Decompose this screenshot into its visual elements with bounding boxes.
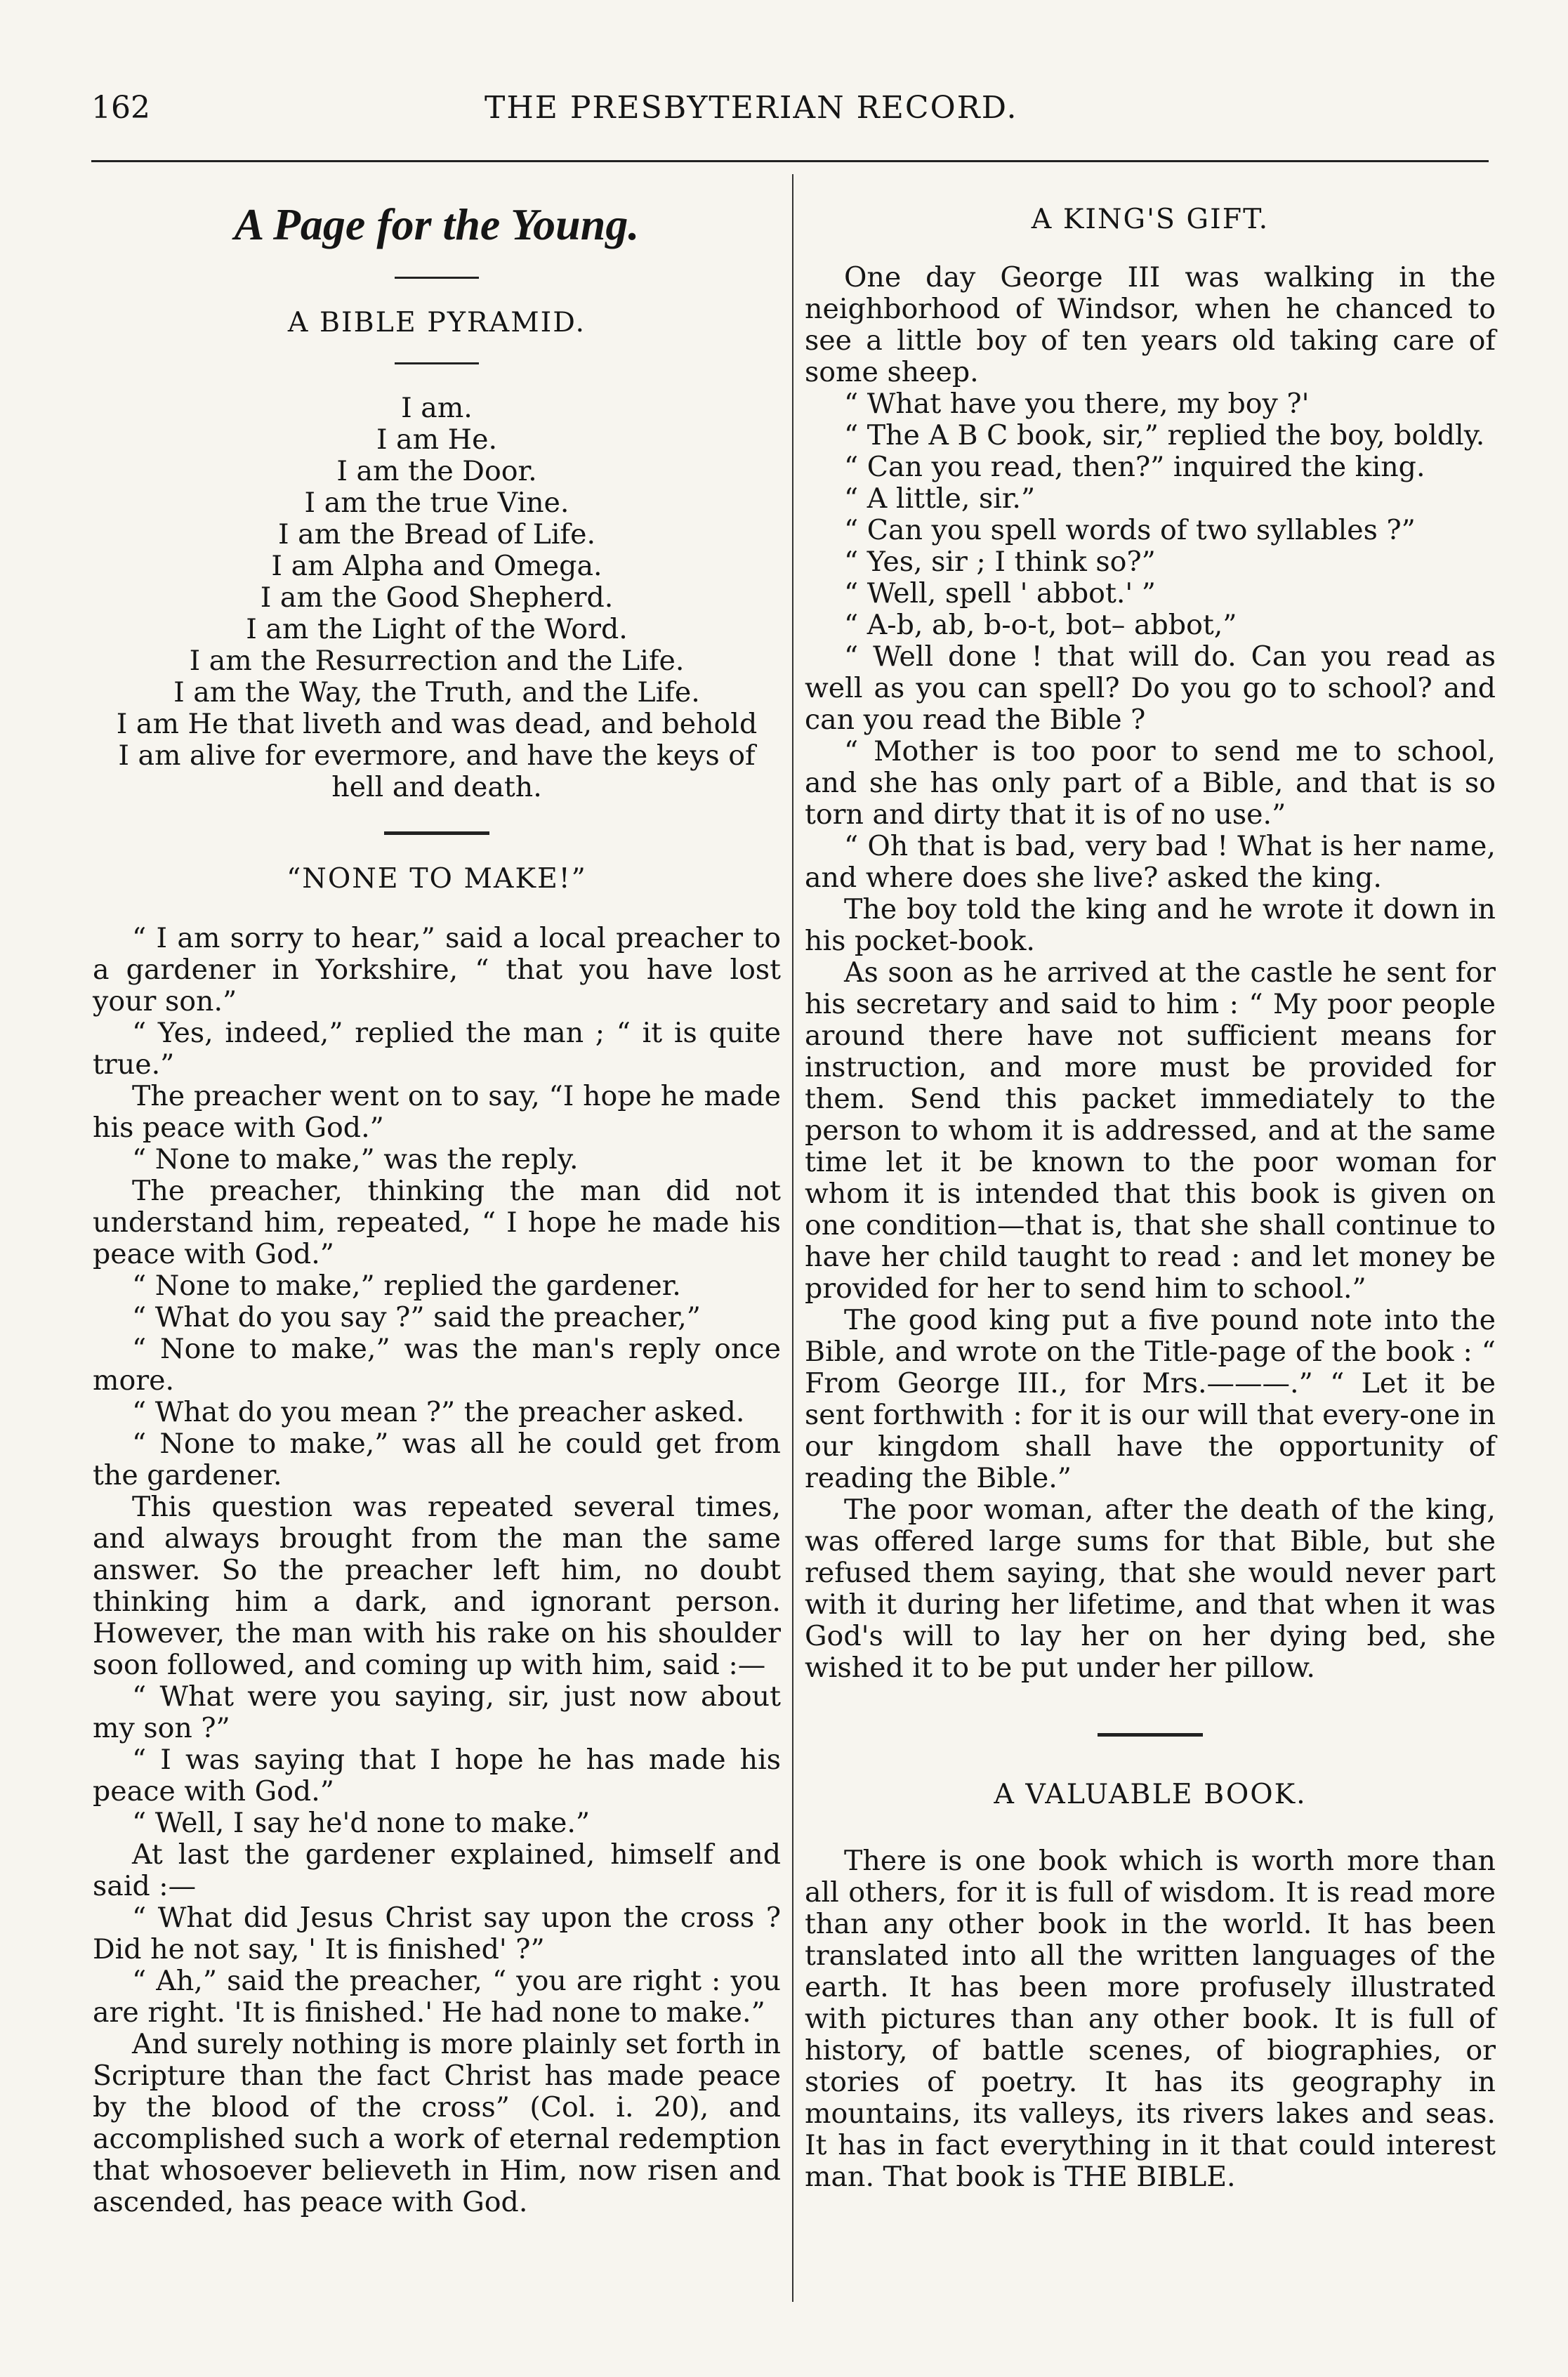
pyramid-line: I am alive for evermore, and have the keys of <box>118 739 756 772</box>
pyramid-title: A BIBLE PYRAMID. <box>287 306 586 338</box>
paragraph: “ Ah,” said the preacher, “ you are right : you are right. 'It is finished.' He had none to make.” <box>93 1965 781 2029</box>
pyramid-text <box>93 393 781 803</box>
paragraph: As soon as he arrived at the castle he sent for his secretary and said to him : “ My poor people around there have not sufficient means for instruction, and more must be provided for them. Send this packet immediately to the person to whom it is addressed, and at the same time let it be known to the poor woman for whom it is intended that this book is given on one condition—that is, that she shall continue to have her child taught to read : and let money be provided for her to send him to school.” <box>805 956 1496 1305</box>
pyramid-line: I am the Light of the Word. <box>246 613 628 645</box>
pyramid-line: I am He that liveth and was dead, and behold <box>116 708 758 740</box>
pyramid-line: I am. <box>401 392 473 424</box>
paragraph: “ None to make,” was all he could get from the gardener. <box>93 1428 781 1492</box>
paragraph: “ None to make,” was the man's reply once more. <box>93 1333 781 1397</box>
paragraph: “ A little, sir.” <box>844 482 1036 515</box>
pyramid-line: I am the true Vine. <box>304 487 569 519</box>
paragraph: “ None to make,” was the reply. <box>132 1143 579 1176</box>
paragraph: “ I was saying that I hope he has made his peace with God.” <box>93 1744 781 1808</box>
running-title: THE PRESBYTERIAN RECORD. <box>485 90 1018 126</box>
pyramid-line: I am the Way, the Truth, and the Life. <box>173 676 700 709</box>
paragraph: “ What have you there, my boy ?' <box>844 388 1310 420</box>
valuable-book-title: A VALUABLE BOOK. <box>994 1778 1307 1810</box>
paragraph: “ Can you spell words of two syllables ?” <box>844 514 1416 546</box>
paragraph: “ I am sorry to hear,” said a local preacher to a gardener in Yorkshire, “ that you have lost your son.” <box>93 922 781 1018</box>
paragraph: The poor woman, after the death of the king, was offered large sums for that Bible, but she refused them saying, that she would never part with it during her lifetime, and that when it was God's will to lay her on her dying bed, she wished it to be put under her pillow. <box>805 1494 1496 1684</box>
paragraph: “ Can you read, then?” inquired the king. <box>844 451 1425 483</box>
paragraph: The good king put a five pound note into the Bible, and wrote on the Title-page of the book : “ From George III., for Mrs.———.” “ Let it be sent forthwith : for it is our will that every-one in our kingdom shall have the opportunity of reading the Bible.” <box>805 1304 1496 1494</box>
section-rule <box>384 831 489 835</box>
paragraph: And surely nothing is more plainly set forth in Scripture than the fact Christ has made peace by the blood of the cross” (Col. i. 20), and accomplished such a work of eternal redemption that whosoever believeth in Him, now risen and ascended, has peace with God. <box>93 2028 781 2218</box>
pyramid-line: I am the Resurrection and the Life. <box>189 645 685 677</box>
pyramid-line: hell and death. <box>331 771 542 803</box>
paragraph: “ Yes, sir ; I think so?” <box>844 546 1156 578</box>
column-title: A Page for the Young. <box>234 199 640 249</box>
paragraph: “ Yes, indeed,” replied the man ; “ it is quite true.” <box>93 1017 781 1081</box>
paragraph: This question was repeated several times, and always brought from the man the same answer. So the preacher left him, no doubt thinking him a dark, and ignorant person. However, the man with his rake on his shoulder soon followed, and coming up with him, said :— <box>93 1491 781 1681</box>
pyramid-line: I am Alpha and Omega. <box>271 550 602 582</box>
valuable-book-paragraph: There is one book which is worth more than all others, for it is full of wisdom. It is read more than any other book in the world. It has been translated into all the written languages of the earth. It has been more profusely illustrated with pictures than any other book. It is full of history, of battle scenes, of biographies, or stories of poetry. It has its geography in mountains, its valleys, its rivers lakes and seas. It has in fact everything in it that could interest man. That book is THE BIBLE. <box>805 1845 1496 2193</box>
paragraph: The preacher went on to say, “I hope he made his peace with God.” <box>93 1080 781 1144</box>
paragraph: “ Well, I say he'd none to make.” <box>132 1807 591 1839</box>
column-divider <box>792 174 793 2302</box>
paragraph: “ Oh that is bad, very bad ! What is her name, and where does she live? asked the king. <box>805 830 1496 894</box>
paragraph: “ The A B C book, sir,” replied the boy, boldly. <box>844 419 1485 452</box>
pyramid-line: I am the Bread of Life. <box>277 518 595 551</box>
none-to-make-title: “NONE TO MAKE!” <box>286 862 587 895</box>
none-to-make-story <box>93 923 781 2218</box>
pyramid-line: I am the Good Shepherd. <box>260 581 614 614</box>
pyramid-line: I am He. <box>376 423 498 456</box>
paragraph: “ What were you saying, sir, just now about my son ?” <box>93 1680 781 1744</box>
paragraph: “ Mother is too poor to send me to school, and she has only part of a Bible, and that is so torn and dirty that it is of no use.” <box>805 735 1496 831</box>
page-header <box>91 90 1489 139</box>
paragraph: “ Well, spell ' abbot.' ” <box>844 577 1156 610</box>
pyramid-line: I am the Door. <box>336 455 537 487</box>
paragraph: “ What do you say ?” said the preacher,” <box>132 1301 701 1334</box>
paragraph: “ What do you mean ?” the preacher asked. <box>132 1396 745 1428</box>
paragraph: The preacher, thinking the man did not understand him, repeated, “ I hope he made his peace with God.” <box>93 1175 781 1270</box>
left-column <box>93 183 781 2218</box>
page-number: 162 <box>91 90 150 126</box>
section-rule <box>1098 1733 1203 1737</box>
paragraph: “ What did Jesus Christ say upon the cross ? Did he not say, ' It is finished' ?” <box>93 1902 781 1966</box>
paragraph: “ None to make,” replied the gardener. <box>132 1270 681 1302</box>
header-rule <box>91 160 1489 162</box>
kings-gift-story <box>805 262 1496 1684</box>
paragraph: The boy told the king and he wrote it down in his pocket-book. <box>805 893 1496 957</box>
right-column <box>805 183 1496 2193</box>
title-rule <box>395 277 479 279</box>
paragraph: At last the gardener explained, himself and said :— <box>93 1838 781 1902</box>
pyramid-rule <box>395 362 479 364</box>
paragraph: “ Well done ! that will do. Can you read as well as you can spell? Do you go to school? and can you read the Bible ? <box>805 640 1496 736</box>
paragraph: “ A-b, ab, b-o-t, bot– abbot,” <box>844 609 1237 641</box>
paragraph: One day George III was walking in the neighborhood of Windsor, when he chanced to see a little boy of ten years old taking care of some sheep. <box>805 261 1496 388</box>
kings-gift-title: A KING'S GIFT. <box>1031 203 1270 235</box>
